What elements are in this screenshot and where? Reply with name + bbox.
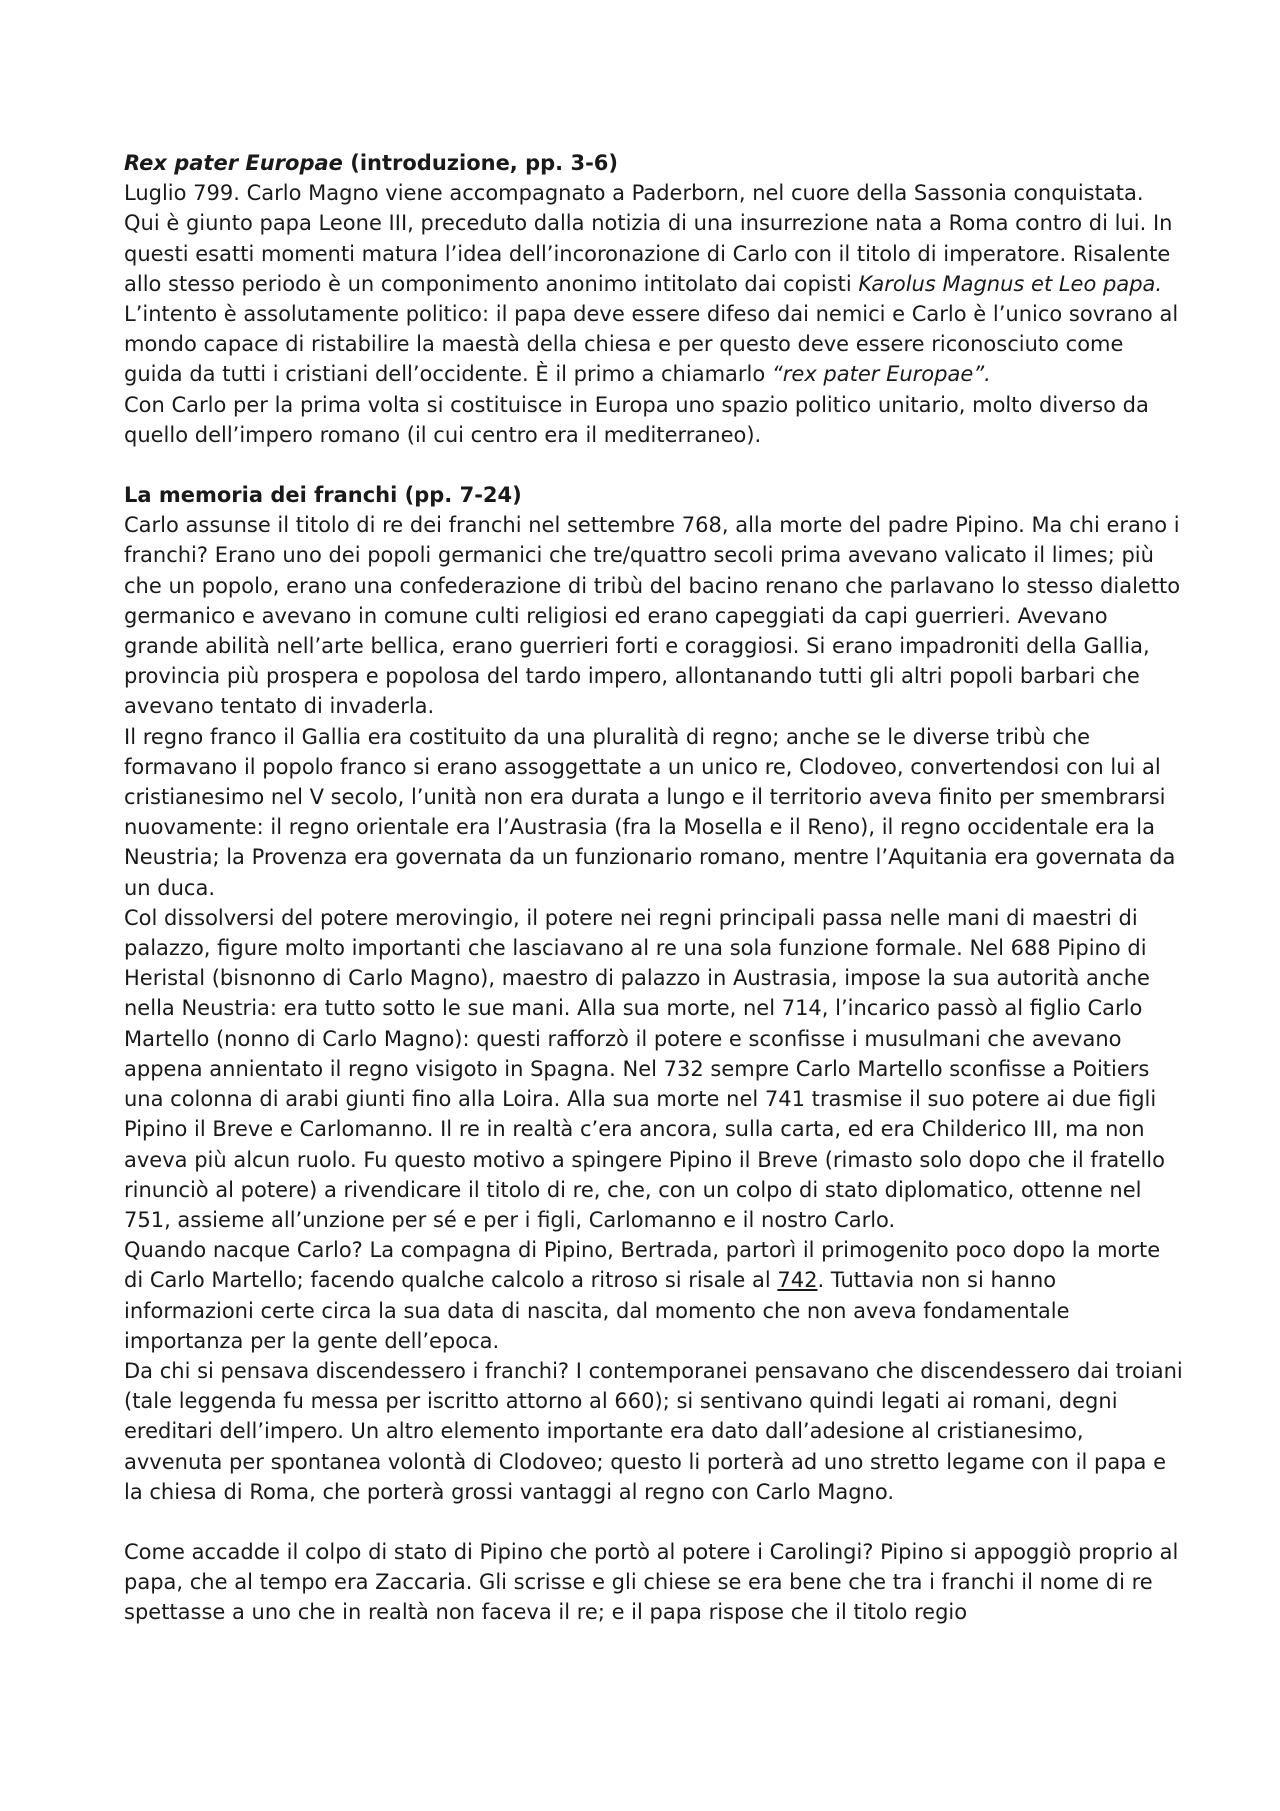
section-heading: La memoria dei franchi (pp. 7-24) — [124, 483, 522, 508]
paragraph-text: . Tuttavia non si hanno informazioni certe circa la sua data di nascita, dal momento che non aveva fondamentale importanza per la gente dell’epoca. — [124, 1268, 1070, 1353]
paragraph: Col dissolversi del potere merovingio, il potere nei regni principali passa nelle mani di maestri di palazzo, figure molto importanti che lasciavano al re una sola funzione formale. Nel 688 Pipino di Heristal (bisnonno di Carlo Magno), maestro di palazzo in Austrasia, impose la sua autorità anche nella Neustria: era tutto sotto le sue mani. Alla sua morte, nel 714, l’incarico passò al figlio Carlo Martello (nonno di Carlo Magno): questi rafforzò il potere e sconfisse i musulmani che avevano appena annientato il regno visigoto in Spagna. Nel 732 sempre Carlo Martello sconfisse a Poitiers una colonna di arabi giunti fino alla Loira. Alla sua morte nel 741 trasmise il suo potere ai due figli Pipino il Breve e Carlomanno. Il re in realtà c’era ancora, sulla carta, ed era Childerico III, ma non aveva più alcun ruolo. Fu questo motivo a spingere Pipino il Breve (rimasto solo dopo che il fratello rinunciò al potere) a rivendicare il titolo di re, che, con un colpo di stato diplomatico, ottenne nel 751, assieme all’unzione per sé e per i figli, Carlomanno e il nostro Carlo. — [124, 905, 1165, 1232]
section-rex-pater-europae — [124, 148, 1184, 450]
section-memoria-dei-franchi — [124, 480, 1184, 1628]
heading-subtitle: (introduzione, pp. 3-6) — [342, 151, 618, 175]
paragraph-text: L’intento è assolutamente politico: il papa deve essere difeso dai nemici e Carlo è l’unico sovrano al mondo capace di ristabilire la maestà della chiesa e per questo deve essere riconosciuto come guida da tutti i cristiani dell’occidente. È il primo a chiamarlo — [124, 302, 1179, 387]
paragraph: Da chi si pensava discendessero i franchi? I contemporanei pensavano che discendessero dai troiani (tale leggenda fu messa per iscritto attorno al 660); si sentivano quindi legati ai romani, degni ereditari dell’impero. Un altro elemento importante era dato dall’adesione al cristianesimo, avvenuta per spontanea volontà di Clodoveo; questo li porterà ad uno stretto legame con il papa e la chiesa di Roma, che porterà grossi vantaggi al regno con Carlo Magno. — [124, 1358, 1183, 1504]
paragraph — [124, 1235, 1184, 1356]
paragraph-text: Quando nacque Carlo? La compagna di Pipino, Bertrada, partorì il primogenito poco dopo la morte di Carlo Martello; facendo qualche calcolo a ritroso si risale al — [124, 1238, 1161, 1293]
italic-title: Karolus Magnus et Leo papa. — [858, 271, 1163, 296]
heading-italic-title: Rex pater Europae — [124, 151, 343, 175]
year-link[interactable]: 742 — [777, 1268, 818, 1293]
paragraph: Il regno franco il Gallia era costituito da una pluralità di regno; anche se le diverse tribù che formavano il popolo franco si erano assoggettate a un unico re, Clodoveo, convertendosi con lui al cristianesimo nel V secolo, l’unità non era durata a lungo e il territorio aveva finito per smembrarsi nuovamente: il regno orientale era l’Austrasia (fra la Mosella e il Reno), il regno occidentale era la Neustria; la Provenza era governata da un funzionario romano, mentre l’Aquitania era governata da un duca. — [124, 724, 1176, 900]
paragraph: Come accadde il colpo di stato di Pipino che portò al potere i Carolingi? Pipino si appoggiò proprio al papa, che al tempo era Zaccaria. Gli scrisse e gli chiese se era bene che tra i franchi il nome di re spettasse a uno che in realtà non faceva il re; e il papa rispose che il titolo regio — [124, 1539, 1179, 1625]
section-heading — [124, 148, 1184, 178]
paragraph-text: Luglio 799. Carlo Magno viene accompagnato a Paderborn, nel cuore della Sassonia conquistata. Qui è giunto papa Leone III, preceduto dalla notizia di una insurrezione nata a Roma contro di lui. In questi esatti momenti matura l’idea dell’incoronazione di Carlo con il titolo di imperatore. Risalente allo stesso periodo è un componimento anonimo intitolato dai copisti — [124, 181, 1173, 296]
document-page — [124, 148, 1184, 1628]
paragraph: Carlo assunse il titolo di re dei franchi nel settembre 768, alla morte del padre Pipino. Ma chi erano i franchi? Erano uno dei popoli germanici che tre/quattro secoli prima avevano valicato il limes; più che un popolo, erano una confederazione di tribù del bacino renano che parlavano lo stesso dialetto germanico e avevano in comune culti religiosi ed erano capeggiati da capi guerrieri. Avevano grande abilità nell’arte bellica, erano guerrieri forti e coraggiosi. Si erano impadroniti della Gallia, provincia più prospera e popolosa del tardo impero, allontanando tutti gli altri popoli barbari che avevano tentato di invaderla. — [124, 513, 1181, 719]
paragraph: Con Carlo per la prima volta si costituisce in Europa uno spazio politico unitario, molto diverso da quello dell’impero romano (il cui centro era il mediterraneo). — [124, 392, 1149, 447]
paragraph-gap — [124, 1507, 1184, 1537]
paragraph — [124, 178, 1184, 389]
italic-quote: “rex pater Europae”. — [771, 362, 991, 387]
paragraph-gap — [124, 450, 1184, 480]
